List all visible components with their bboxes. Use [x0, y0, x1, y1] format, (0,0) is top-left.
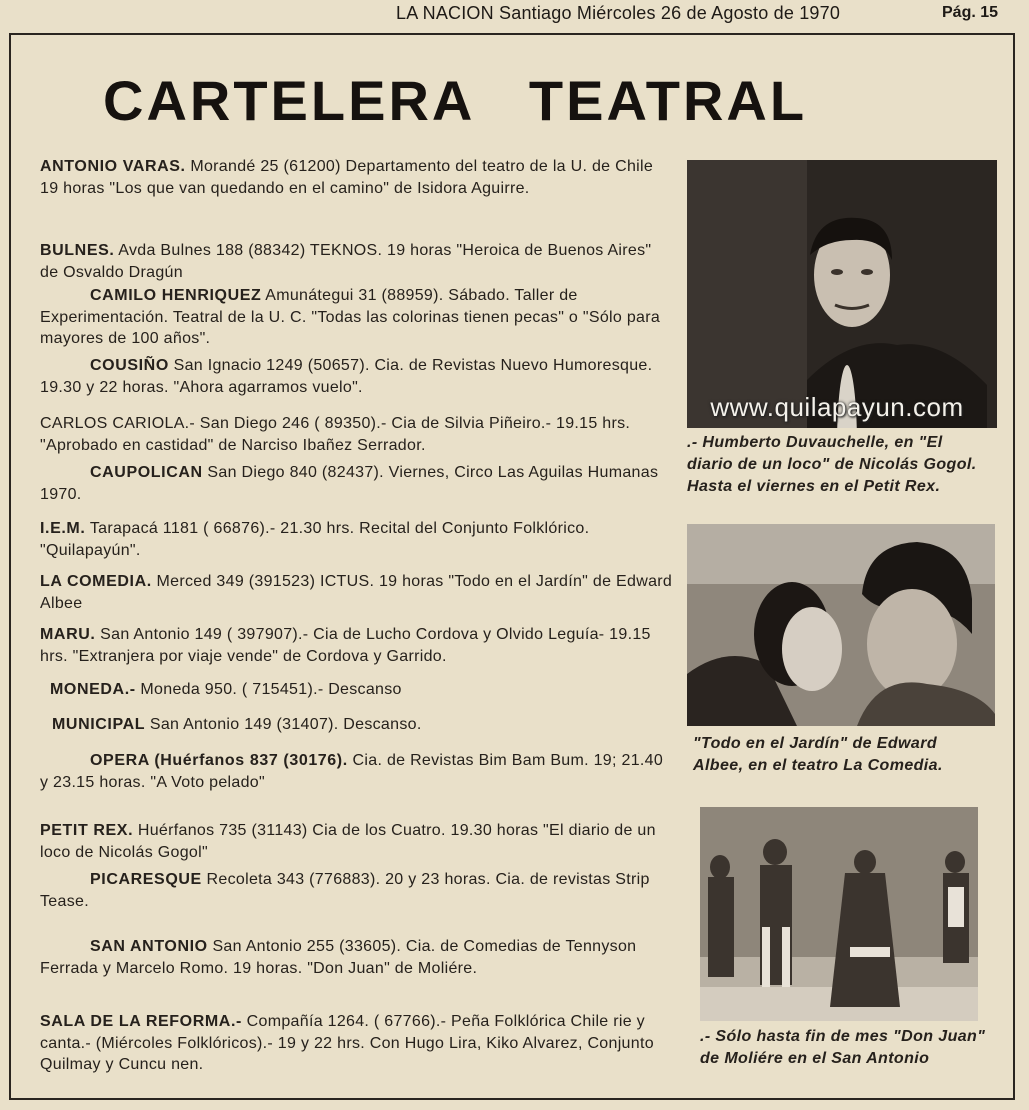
stage-illustration [700, 807, 978, 1021]
page-number: Pág. 15 [942, 4, 999, 21]
couple-illustration [687, 524, 995, 726]
listing-petit-rex [40, 820, 674, 863]
listing-carlos-cariola [40, 413, 674, 456]
listing-name: OPERA (Huérfanos 837 (30176). [90, 752, 348, 769]
watermark-text: www.quilapayun.com [710, 392, 964, 422]
listing-moneda [50, 679, 684, 701]
listing-name: COUSIÑO [90, 357, 169, 374]
listing-text: San Antonio 149 (31407). Descanso. [145, 716, 422, 733]
listing-text: Morandé 25 (61200) Departamento del teatro de la U. de Chile 19 horas "Los que van quedando en el camino" de Isidora Aguirre. [40, 158, 654, 197]
listing-municipal [52, 714, 686, 736]
caption-photo-2: "Todo en el Jardín" de Edward Albee, en el teatro La Comedia. [693, 735, 943, 774]
listing-name: MUNICIPAL [52, 716, 146, 733]
listing-text: Compañía 1264. ( 67766).- Peña Folklórica Chile rie y canta.- (Miércoles Folklóricos).- 19 y 22 hrs. Con Hugo Lira, Kiko Alvarez, Conjunto Quilmay y Cuncu nen. [40, 1013, 654, 1073]
listing-picaresque [40, 869, 674, 912]
photo-la-comedia [687, 524, 995, 726]
listing-name: I.E.M. [40, 520, 86, 537]
listing-text: Amunátegui 31 (88959). Sábado. Taller de Experimentación. Teatral de la U. C. "Todas las colorinas tienen pecas" o "Sólo para mayores de 100 años". [40, 287, 661, 347]
listing-maru [40, 624, 674, 667]
listing-text: CARLOS CARIOLA.- San Diego 246 ( 89350).- Cia de Silvia Piñeiro.- 19.15 hrs. "Aprobado en castidad" de Narciso Ibañez Serrador. [40, 415, 631, 454]
listing-iem [40, 518, 674, 561]
listing-name: SAN ANTONIO [90, 938, 208, 955]
listing-opera [40, 750, 674, 793]
listing-text: San Diego 840 (82437). Viernes, Circo Las Aguilas Humanas 1970. [40, 464, 659, 503]
listing-name: PICARESQUE [90, 871, 202, 888]
listing-name: MARU. [40, 626, 96, 643]
listing-name: ANTONIO VARAS. [40, 158, 186, 175]
listing-text: Recoleta 343 (776883). 20 y 23 horas. Cia. de revistas Strip Tease. [40, 871, 650, 910]
listing-name: MONEDA.- [50, 681, 136, 698]
listing-caupolican [40, 462, 674, 505]
header-dateline: LA NACION Santiago Miércoles 26 de Agosto de 1970 [396, 3, 841, 23]
photo-don-juan [700, 807, 978, 1021]
listing-text: Avda Bulnes 188 (88342) TEKNOS. 19 horas "Heroica de Buenos Aires" de Osvaldo Dragún [40, 242, 652, 281]
caption-photo-3: .- Sólo hasta fin de mes "Don Juan" de Moliére en el San Antonio [700, 1028, 986, 1067]
listing-name: CAMILO HENRIQUEZ [90, 287, 262, 304]
listing-la-comedia [40, 571, 674, 614]
listing-name: LA COMEDIA. [40, 573, 152, 590]
listing-text: Moneda 950. ( 715451).- Descanso [135, 681, 402, 698]
listing-text: San Ignacio 1249 (50657). Cia. de Revistas Nuevo Humoresque. 19.30 y 22 horas. "Ahora agarramos vuelo". [40, 357, 653, 396]
listing-text: Cia. de Revistas Bim Bam Bum. 19; 21.40 y 23.15 horas. "A Voto pelado" [40, 752, 664, 791]
listing-text: Tarapacá 1181 ( 66876).- 21.30 hrs. Recital del Conjunto Folklórico. "Quilapayún". [40, 520, 590, 559]
listing-text: Merced 349 (391523) ICTUS. 19 horas "Todo en el Jardín" de Edward Albee [40, 573, 673, 612]
listing-sala-de-la-reforma [40, 1011, 674, 1076]
listing-text: San Antonio 149 ( 397907).- Cia de Lucho Cordova y Olvido Leguía- 19.15 hrs. "Extranjera por viaje vende" de Cordova y Garrido. [40, 626, 651, 665]
listing-cousino [40, 355, 674, 398]
listing-san-antonio [40, 936, 674, 979]
listing-text: Huérfanos 735 (31143) Cia de los Cuatro. 19.30 horas "El diario de un loco de Nicolás Gogol" [40, 822, 656, 861]
listing-camilo-henriquez [40, 285, 674, 350]
listing-name: CAUPOLICAN [90, 464, 203, 481]
listing-bulnes [40, 240, 674, 283]
listing-name: SALA DE LA REFORMA.- [40, 1013, 242, 1030]
listing-name: PETIT REX. [40, 822, 134, 839]
caption-photo-1: .- Humberto Duvauchelle, en "El diario de un loco" de Nicolás Gogol. Hasta el viernes en el Petit Rex. [687, 434, 977, 495]
page-title: CARTELERA TEATRAL [103, 69, 808, 132]
listing-name: BULNES. [40, 242, 115, 259]
listing-antonio-varas [40, 156, 674, 199]
newspaper-header [0, 0, 1029, 30]
listing-text: San Antonio 255 (33605). Cia. de Comedias de Tennyson Ferrada y Marcelo Romo. 19 horas. "Don Juan" de Moliére. [40, 938, 637, 977]
